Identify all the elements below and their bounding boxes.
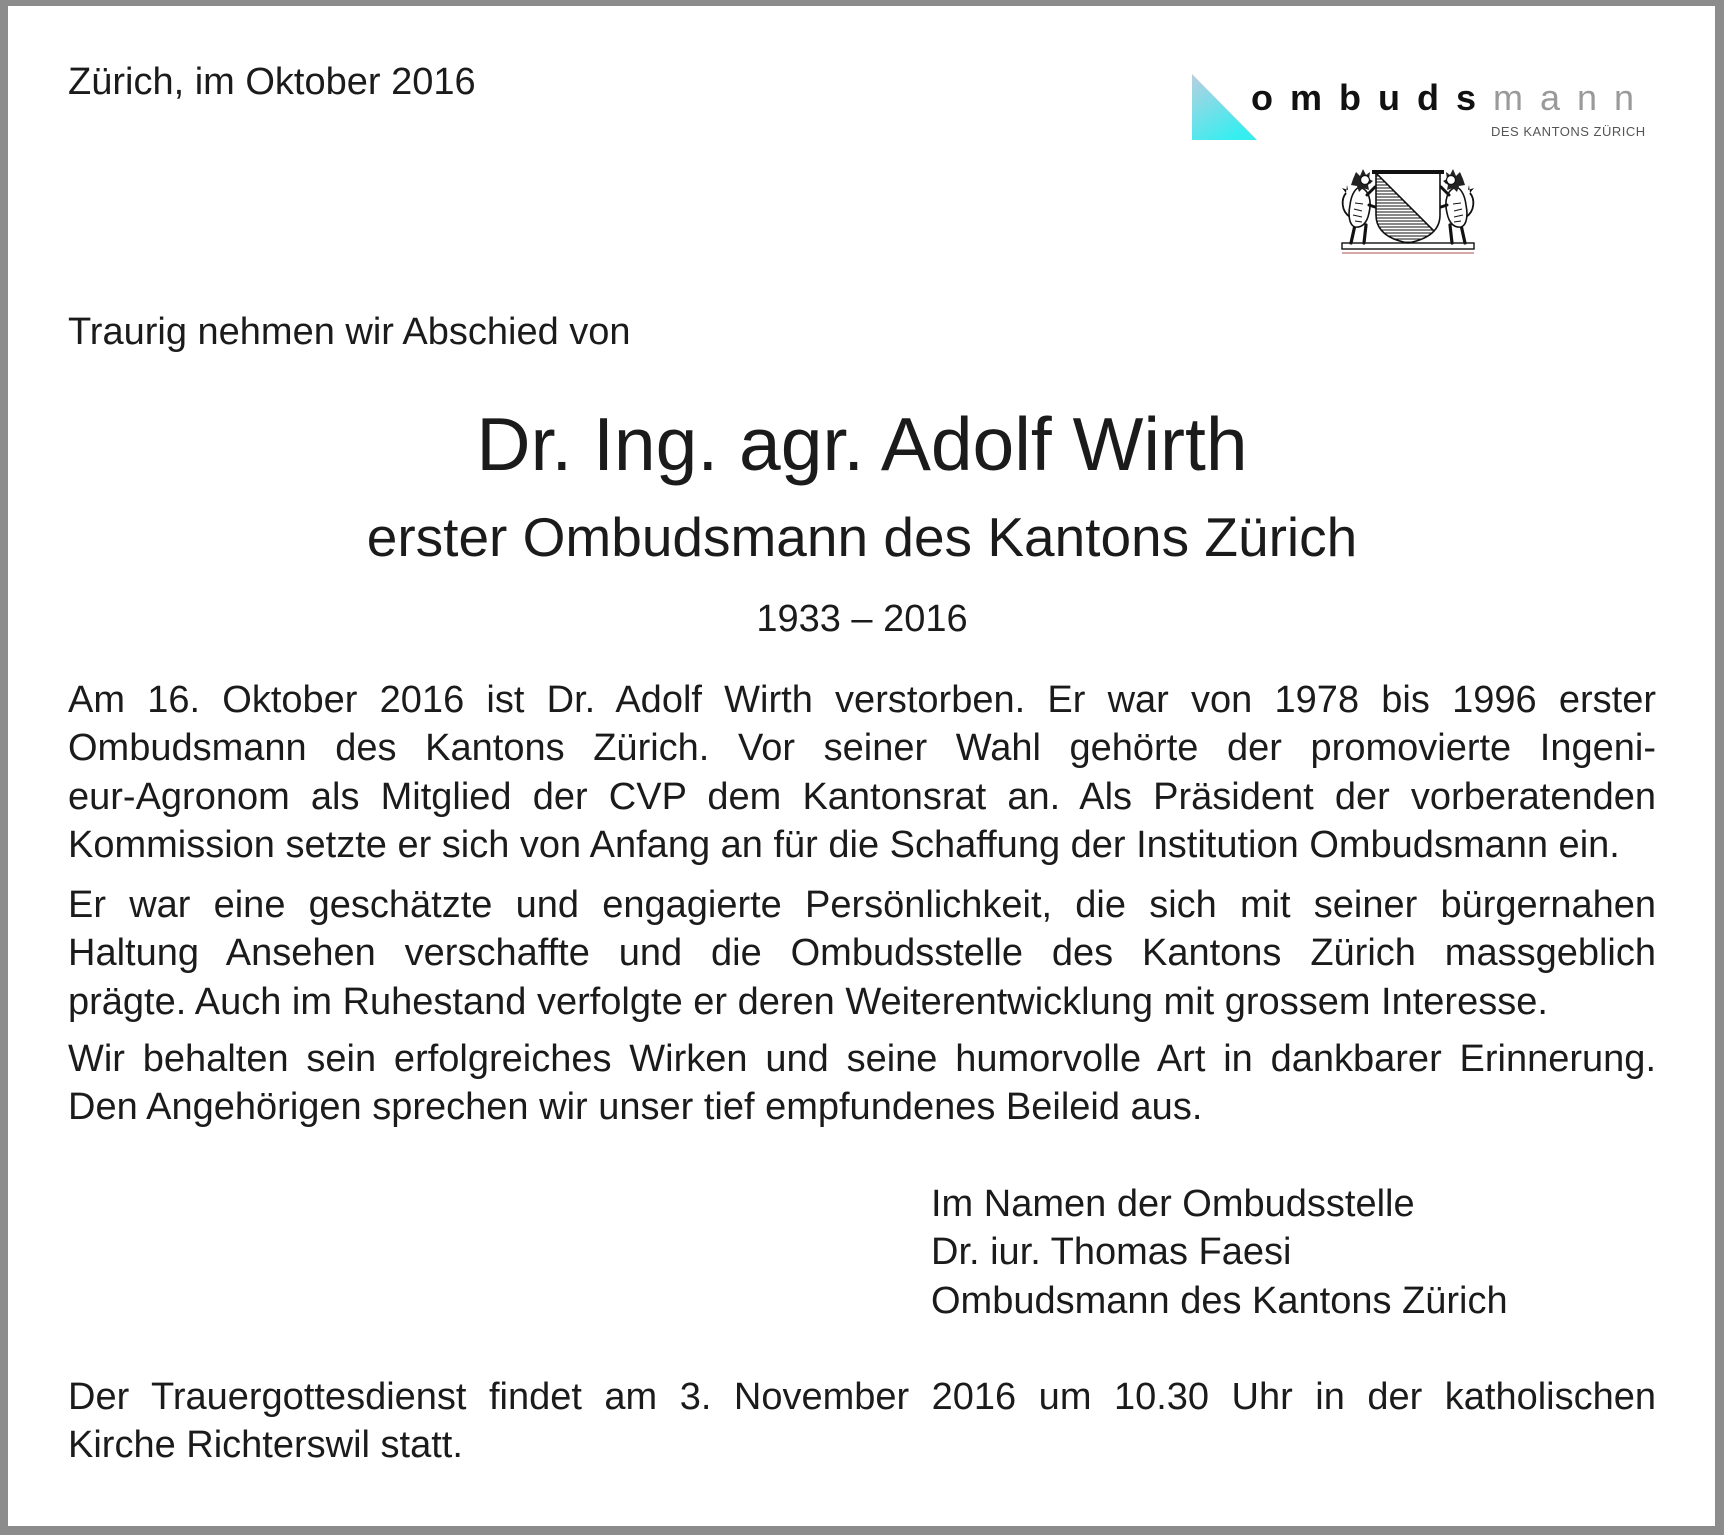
- deceased-name: Dr. Ing. agr. Adolf Wirth: [476, 402, 1248, 486]
- signature-line: Im Namen der Ombudsstelle: [931, 1183, 1415, 1225]
- paragraph-line: Haltung Ansehen verschaffte und die Ombudsstelle des Kantons Zürich massgeblich: [68, 932, 1656, 975]
- lion-left: [1342, 169, 1375, 243]
- paragraph-line: Ombudsmann des Kantons Zürich. Vor seiner Wahl gehörte der promovierte Ingeni-: [68, 727, 1656, 770]
- logo-word-light: mann: [1493, 77, 1652, 118]
- signature-block: [931, 1180, 1508, 1325]
- body-paragraph-3: [68, 1035, 1656, 1132]
- service-line: Kirche Richterswil statt.: [68, 1424, 463, 1467]
- paragraph-line: Den Angehörigen sprechen wir unser tief empfundenes Beileid aus.: [68, 1086, 1203, 1129]
- paragraph-line: eur-Agronom als Mitglied der CVP dem Kantonsrat an. Als Präsident der vorberatenden: [68, 775, 1656, 818]
- paragraph-line: Er war eine geschätzte und engagierte Persönlichkeit, die sich mit seiner bürgernahen: [68, 884, 1656, 926]
- deceased-role: erster Ombudsmann des Kantons Zürich: [366, 506, 1358, 568]
- paragraph-line: prägte. Auch im Ruhestand verfolgte er deren Weiterentwicklung mit grossem Interesse.: [68, 980, 1548, 1023]
- coat-plinth: [1342, 243, 1474, 253]
- signature-title: Ombudsmann des Kantons Zürich: [931, 1279, 1508, 1322]
- logo-subline: DES KANTONS ZÜRICH: [1491, 124, 1646, 139]
- paragraph-line: Am 16. Oktober 2016 ist Dr. Adolf Wirth verstorben. Er war von 1978 bis 1996 erster: [68, 679, 1656, 721]
- service-line: Der Trauergottesdienst findet am 3. November 2016 um 10.30 Uhr in der katholischen: [68, 1376, 1656, 1418]
- intro-line: Traurig nehmen wir Abschied von: [68, 311, 631, 353]
- paragraph-line: Wir behalten sein erfolgreiches Wirken und seine humorvolle Art in dankbarer Erinnerung.: [68, 1038, 1656, 1080]
- logo-triangle-icon: [1192, 74, 1257, 140]
- logo-word-bold: ombuds: [1251, 77, 1493, 118]
- coat-shield: [1372, 170, 1444, 243]
- place-date: Zürich, im Oktober 2016: [68, 61, 476, 103]
- body-paragraph-2: [68, 881, 1656, 1026]
- lion-right: [1441, 169, 1474, 243]
- signature-name: Dr. iur. Thomas Faesi: [931, 1231, 1292, 1274]
- deceased-years: 1933 – 2016: [756, 598, 968, 640]
- paragraph-line: Kommission setzte er sich von Anfang an für die Schaffung der Institution Ombudsmann ein.: [68, 824, 1620, 867]
- logo-wordmark: [1251, 77, 1652, 118]
- funeral-service-info: [68, 1373, 1656, 1470]
- body-paragraph-1: [68, 676, 1656, 870]
- zurich-coat-of-arms-icon: [1338, 165, 1478, 256]
